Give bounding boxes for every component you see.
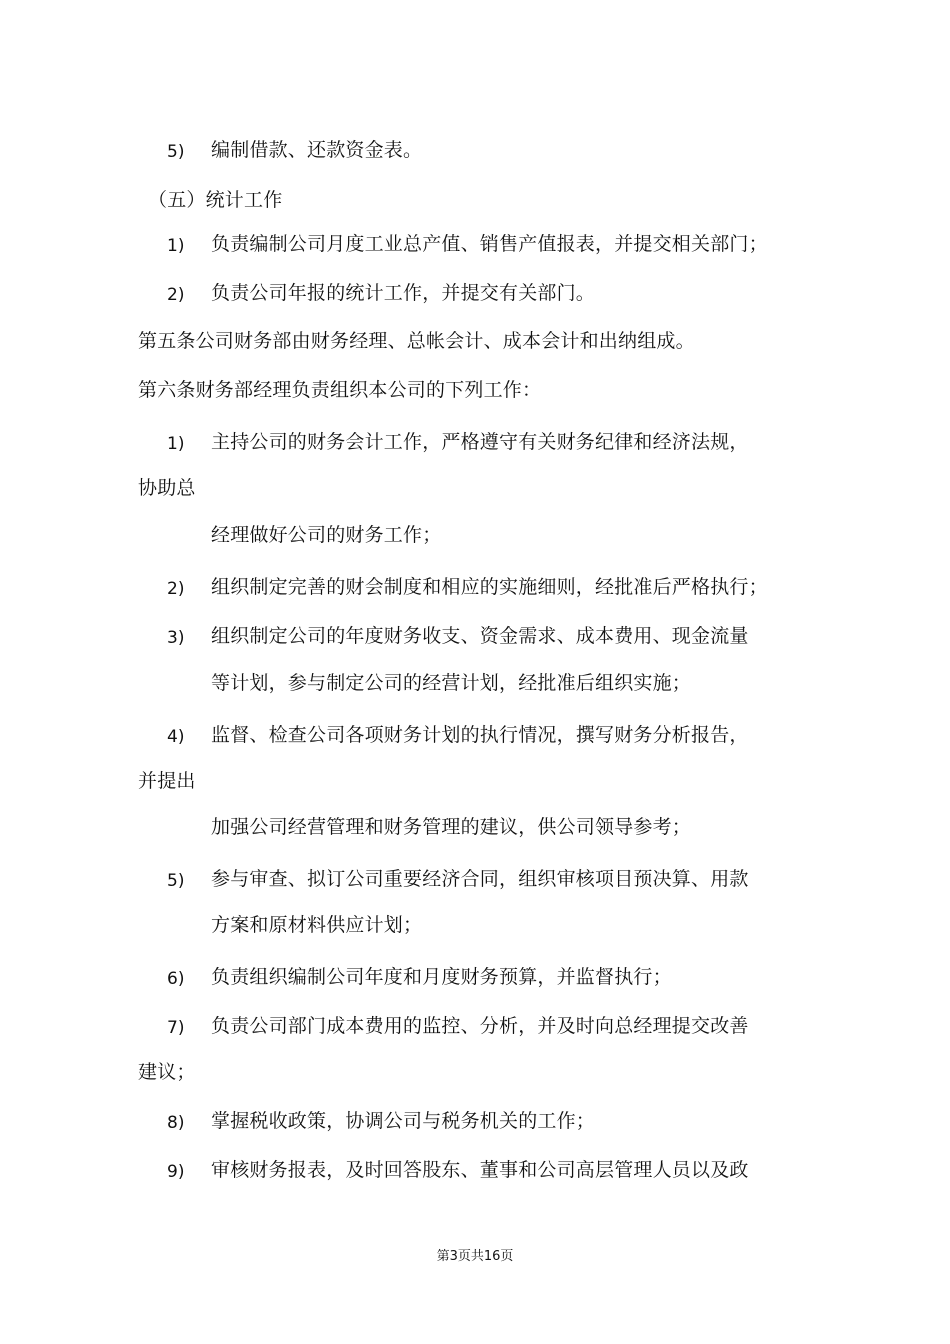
list-number: 5) <box>167 142 185 162</box>
list-item-text: 参与审查、拟订公司重要经济合同，组织审核项目预决算、用款 <box>211 868 749 890</box>
article-paragraph: 第六条财务部经理负责组织本公司的下列工作： <box>138 379 542 401</box>
list-item-continuation: 并提出 <box>138 770 196 792</box>
list-item-continuation: 协助总 <box>138 477 196 499</box>
list-item-text: 审核财务报表，及时回答股东、董事和公司高层管理人员以及政 <box>211 1159 749 1181</box>
list-item-text: 组织制定完善的财会制度和相应的实施细则，经批准后严格执行； <box>211 576 768 598</box>
list-item-text: 负责组织编制公司年度和月度财务预算，并监督执行； <box>211 966 672 988</box>
list-number: 3) <box>167 628 185 648</box>
list-number: 1) <box>167 236 185 256</box>
list-item-text: 监督、检查公司各项财务计划的执行情况，撰写财务分析报告， <box>211 724 749 746</box>
list-item-text: 负责编制公司月度工业总产值、销售产值报表，并提交相关部门； <box>211 233 768 255</box>
list-item-continuation: 方案和原材料供应计划； <box>211 914 423 936</box>
list-item-continuation: 加强公司经营管理和财务管理的建议，供公司领导参考； <box>211 816 692 838</box>
list-number: 6) <box>167 969 185 989</box>
list-number: 8) <box>167 1113 185 1133</box>
list-number: 9) <box>167 1162 185 1182</box>
list-item-text: 主持公司的财务会计工作，严格遵守有关财务纪律和经济法规， <box>211 431 749 453</box>
page-footer: 第3页共16页 <box>436 1249 514 1264</box>
section-heading: （五）统计工作 <box>148 189 283 211</box>
list-number: 2) <box>167 285 185 305</box>
list-item-text: 负责公司部门成本费用的监控、分析，并及时向总经理提交改善 <box>211 1015 749 1037</box>
list-number: 5) <box>167 871 185 891</box>
list-item-text: 编制借款、还款资金表。 <box>211 139 423 161</box>
list-item-text: 组织制定公司的年度财务收支、资金需求、成本费用、现金流量 <box>211 625 749 647</box>
list-number: 2) <box>167 579 185 599</box>
list-item-continuation: 经理做好公司的财务工作； <box>211 524 442 546</box>
list-item-text: 掌握税收政策，协调公司与税务机关的工作； <box>211 1110 596 1132</box>
article-paragraph: 第五条公司财务部由财务经理、总帐会计、成本会计和出纳组成。 <box>138 330 695 352</box>
list-number: 7) <box>167 1018 185 1038</box>
list-item-continuation: 建议； <box>138 1061 196 1083</box>
list-number: 1) <box>167 434 185 454</box>
list-item-continuation: 等计划，参与制定公司的经营计划，经批准后组织实施； <box>211 672 692 694</box>
list-number: 4) <box>167 727 185 747</box>
list-item-text: 负责公司年报的统计工作，并提交有关部门。 <box>211 282 596 304</box>
